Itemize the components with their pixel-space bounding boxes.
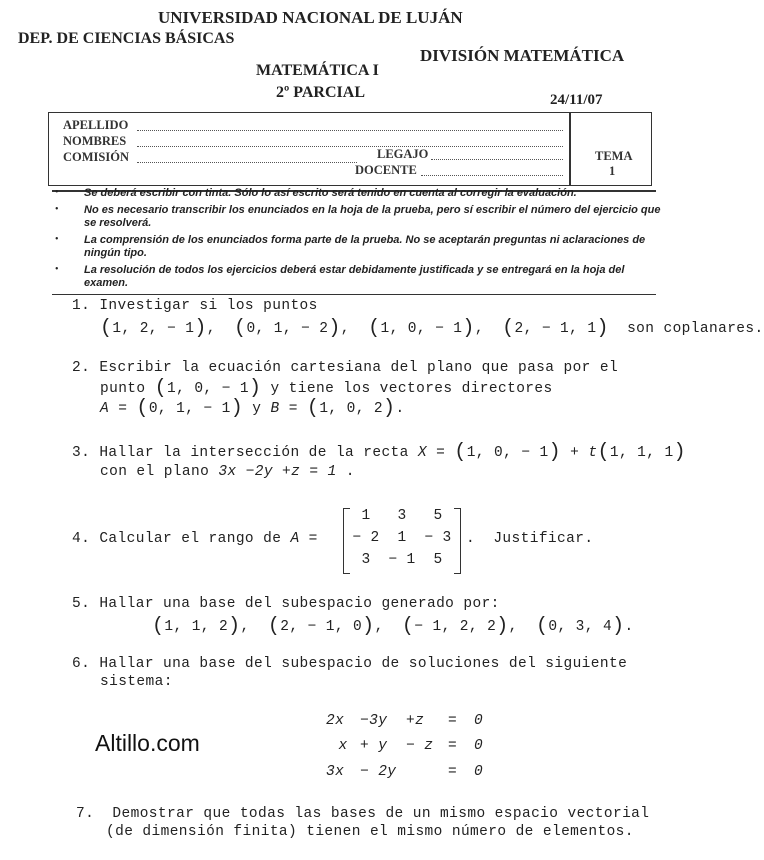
matrix-cell: 5 <box>433 552 443 568</box>
term: − z <box>406 738 434 754</box>
line-direction: 1, 1, 1 <box>609 445 674 461</box>
exercise-6-line1 <box>72 656 627 672</box>
matrix-cell: 3 <box>397 508 407 524</box>
exam-title: 2º PARCIAL <box>276 84 365 101</box>
matrix-cell: 3 <box>361 552 371 568</box>
department-name: DEP. DE CIENCIAS BÁSICAS <box>18 30 235 47</box>
exercise-text: y tiene los vectores directores <box>270 381 553 397</box>
matrix-cell: 5 <box>433 508 443 524</box>
term: +z <box>406 713 425 729</box>
exercise-text: Hallar una base del subespacio de soluciones del siguiente <box>99 656 628 672</box>
apellido-field[interactable] <box>137 130 563 131</box>
bullet: • <box>55 204 59 215</box>
exercise-number: 1. <box>72 298 91 314</box>
vector-4: 0, 3, 4 <box>548 619 613 635</box>
exercise-4-text: 4. Calcular el rango de A = <box>72 531 318 547</box>
exercise-2-line1 <box>72 360 618 376</box>
exercise-number: 4. <box>72 531 91 547</box>
matrix-name: A <box>290 531 300 547</box>
nombres-label: NOMBRES <box>63 134 127 148</box>
system-row-1 <box>326 713 483 729</box>
system-row-2 <box>326 738 483 754</box>
exercise-5-line1 <box>72 596 500 612</box>
exercise-text: Hallar una base del subespacio generado por: <box>99 596 500 612</box>
watermark-logo: Altillo.com <box>95 730 200 756</box>
vector-2: 2, − 1, 0 <box>280 619 363 635</box>
exercise-3-line1: 3. Hallar la intersección de la recta X = (1, 0, − 1) + t(1, 1, 1) <box>72 441 686 464</box>
exercise-number: 3. <box>72 445 91 461</box>
exercise-text: Investigar si los puntos <box>99 298 318 314</box>
instruction-3: La comprensión de los enunciados forma parte de la prueba. No se aceptarán preguntas ni aclaraciones de ningún tipo. <box>84 234 646 259</box>
bullet: • <box>55 187 59 198</box>
equals: = <box>448 713 458 729</box>
exercise-number: 6. <box>72 656 91 672</box>
rhs: 0 <box>474 738 484 754</box>
plane-point: 1, 0, − 1 <box>167 381 249 397</box>
exercise-number: 2. <box>72 360 91 376</box>
exercise-text: Calcular el rango de <box>99 531 282 547</box>
matrix-cell: − 3 <box>424 530 452 546</box>
matrix-cell: − 1 <box>388 552 416 568</box>
instruction-2: No es necesario transcribir los enunciados en la hoja de la prueba, pero sí escribir el número del ejercicio que se resolverá. <box>84 204 661 229</box>
student-info-box <box>48 112 652 186</box>
matrix-a <box>348 508 460 574</box>
bullet: • <box>55 234 59 245</box>
docente-field[interactable] <box>421 175 563 176</box>
system-row-3 <box>326 764 483 780</box>
term: −3y <box>360 713 388 729</box>
matrix-cell: − 2 <box>352 530 380 546</box>
exercise-text: Escribir la ecuación cartesiana del plano que pasa por el <box>99 360 619 376</box>
exam-date: 24/11/07 <box>550 92 603 108</box>
exercise-number: 7. <box>76 806 95 822</box>
bullet: • <box>55 264 59 275</box>
comision-field[interactable] <box>137 162 357 163</box>
comision-label: COMISIÓN <box>63 150 129 164</box>
university-name: UNIVERSIDAD NACIONAL DE LUJÁN <box>158 8 463 27</box>
apellido-label: APELLIDO <box>63 118 129 132</box>
tema-value: 1 <box>609 164 616 178</box>
vector-1: 1, 1, 2 <box>164 619 229 635</box>
term: 2x <box>326 713 345 729</box>
exercise-text: con el plano <box>100 464 210 480</box>
term: − 2y <box>360 764 397 780</box>
vector-3: − 1, 2, 2 <box>414 619 497 635</box>
term: 3x <box>326 764 345 780</box>
exercise-2-line3: A = (0, 1, − 1) y B = (1, 0, 2). <box>100 397 405 420</box>
exercise-3-line2: con el plano 3x −2y +z = 1 . <box>100 464 355 480</box>
exercise-1-line2: (1, 2, − 1), (0, 1, − 2), (1, 0, − 1), (2, − 1, 1) son coplanares. <box>100 317 764 340</box>
equals: = <box>448 738 458 754</box>
exercise-number: 5. <box>72 596 91 612</box>
matrix-cell: 1 <box>397 530 407 546</box>
box-divider <box>569 113 571 185</box>
exercise-2-line2: punto (1, 0, − 1) y tiene los vectores directores <box>100 377 553 400</box>
line-parameter: t <box>588 445 598 461</box>
point-3: 1, 0, − 1 <box>380 321 463 337</box>
point-2: 0, 1, − 2 <box>246 321 329 337</box>
point-1: 1, 2, − 1 <box>112 321 195 337</box>
nombres-field[interactable] <box>137 146 563 147</box>
exercise-text: Hallar la intersección de la recta <box>99 445 409 461</box>
exercise-5-line2: (1, 1, 2), (2, − 1, 0), (− 1, 2, 2), (0, 3, 4). <box>152 615 634 638</box>
docente-label: DOCENTE <box>355 163 417 177</box>
term: x <box>338 738 348 754</box>
vector-b: 1, 0, 2 <box>319 401 384 417</box>
line-point: 1, 0, − 1 <box>466 445 549 461</box>
exercise-1-line1 <box>72 298 318 314</box>
tema-label: TEMA <box>595 149 633 163</box>
exercise-text: punto <box>100 381 146 397</box>
term: + y <box>360 738 388 754</box>
conjunction: y <box>252 401 262 417</box>
division-name: DIVISIÓN MATEMÁTICA <box>420 46 625 65</box>
exercise-text: Justificar. <box>493 531 594 547</box>
course-title: MATEMÁTICA I <box>256 62 379 79</box>
exercise-text: son coplanares. <box>627 321 764 337</box>
exercise-4-tail: . Justificar. <box>466 531 594 547</box>
vector-b-name: B <box>270 401 280 417</box>
vector-a: 0, 1, − 1 <box>148 401 231 417</box>
plane-equation: 3x −2y +z = 1 <box>218 464 337 480</box>
rhs: 0 <box>474 764 484 780</box>
equals: = <box>448 764 458 780</box>
point-4: 2, − 1, 1 <box>514 321 597 337</box>
exercise-text: Demostrar que todas las bases de un mismo espacio vectorial <box>112 806 650 822</box>
exercise-6-line2: sistema: <box>100 674 173 690</box>
vector-a-name: A <box>100 401 110 417</box>
legajo-label: LEGAJO <box>377 147 429 161</box>
exercise-7-line1 <box>76 806 649 822</box>
instruction-4: La resolución de todos los ejercicios deberá estar debidamente justificada y se entregará en la hoja del examen. <box>84 264 625 289</box>
legajo-field[interactable] <box>431 159 563 160</box>
right-bracket <box>454 508 461 574</box>
matrix-cell: 1 <box>361 508 371 524</box>
rhs: 0 <box>474 713 484 729</box>
instruction-1: Se deberá escribir con tinta. Sólo lo así escrito será tenido en cuenta al corregir la evaluación. <box>84 187 577 199</box>
line-name: X <box>417 445 427 461</box>
bottom-rule <box>52 294 656 295</box>
exercise-7-line2: (de dimensión finita) tienen el mismo número de elementos. <box>106 824 634 840</box>
